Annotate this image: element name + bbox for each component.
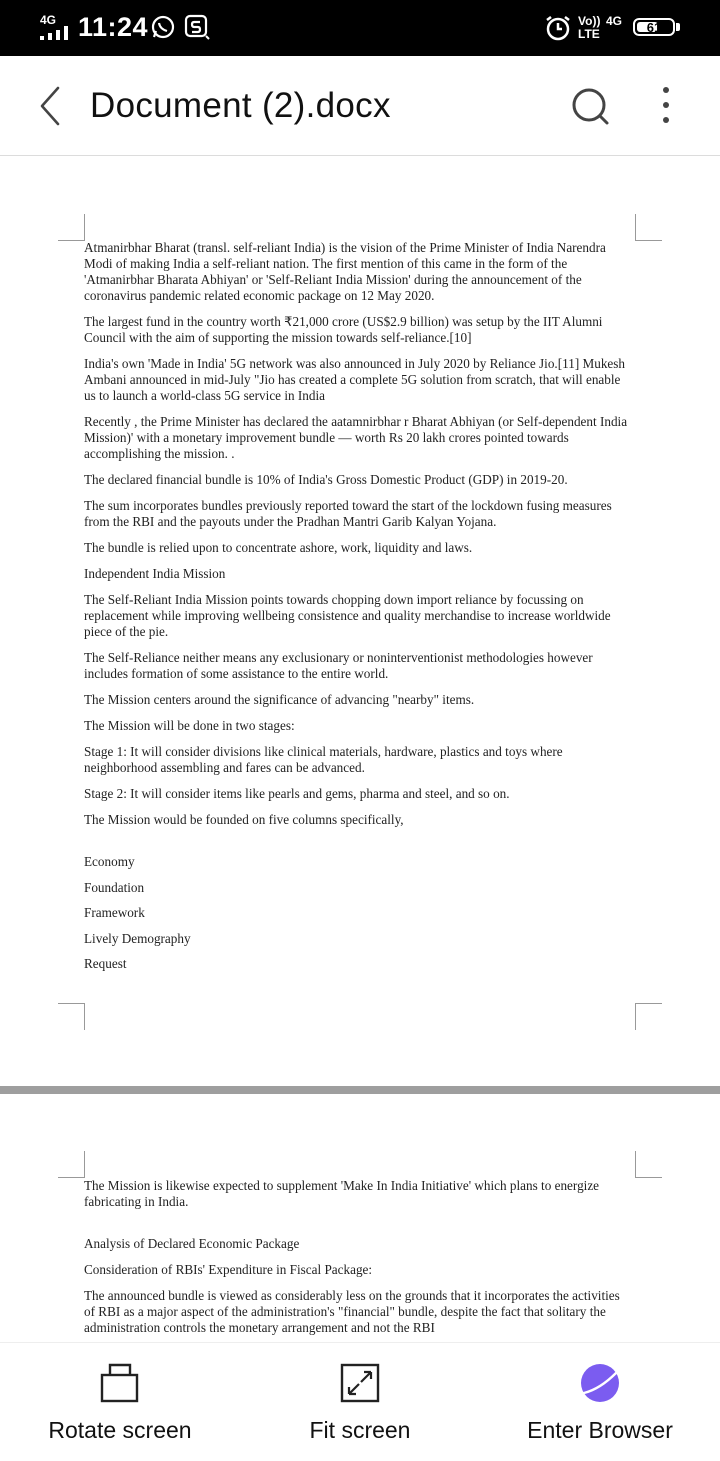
search-icon[interactable] (568, 84, 612, 128)
paragraph: Analysis of Declared Economic Package (84, 1236, 300, 1251)
rotate-screen-icon (100, 1363, 140, 1403)
list-item: Framework (84, 905, 145, 920)
page-separator (0, 1086, 720, 1094)
page-1-content (84, 240, 634, 982)
rotate-screen-button[interactable] (0, 1343, 240, 1461)
fit-screen-icon (340, 1363, 380, 1403)
page-corner-mark (635, 214, 662, 241)
rotate-screen-label: Rotate screen (48, 1417, 192, 1443)
network-type-right: 4G (606, 14, 623, 28)
app-bar (0, 56, 720, 156)
paragraph: The Mission is likewise expected to supplement 'Make In India Initiative' which plans to energize fabricating in India. (84, 1178, 600, 1209)
paragraph: Independent India Mission (84, 566, 226, 581)
signal-icon (40, 26, 70, 40)
network-type: 4G (40, 13, 57, 27)
bottom-toolbar (0, 1342, 720, 1461)
page-2-content (84, 1178, 634, 1342)
more-options-icon[interactable] (650, 84, 682, 128)
alarm-icon (544, 14, 572, 42)
paragraph: The Mission will be done in two stages: (84, 718, 295, 733)
document-title: Document (2).docx (90, 86, 391, 125)
paragraph: Recently , the Prime Minister has declared the aatamnirbhar r Bharat Abhiyan (or Self-dependent India Mission)' with a monetary improvement bundle — worth Rs 20 lakh crores pointed towards accomplishing the mission. . (84, 414, 628, 461)
paragraph: The largest fund in the country worth ₹21,000 crore (US$2.9 billion) was setup by the IIT Alumni Council with the aim of supporting the mission towards self-reliance.[10] (84, 314, 603, 345)
whatsapp-icon (150, 14, 176, 40)
blank-line (84, 838, 634, 854)
blank-line (84, 1220, 634, 1236)
paragraph: The sum incorporates bundles previously reported toward the start of the lockdown fusing measures from the RBI and the payouts under the Pradhan Mantri Garib Kalyan Yojana. (84, 498, 612, 529)
sharechat-icon (184, 14, 210, 40)
battery-icon (633, 18, 675, 36)
paragraph: The Mission centers around the significance of advancing "nearby" items. (84, 692, 475, 707)
fit-screen-label: Fit screen (309, 1417, 411, 1443)
paragraph: The Mission would be founded on five columns specifically, (84, 812, 404, 827)
paragraph: The Self-Reliance neither means any exclusionary or noninterventionist methodologies however includes formation of some assistance to the entire world. (84, 650, 593, 681)
paragraph: The Self-Reliant India Mission points towards chopping down import reliance by focussing on replacement while improving wellbeing consistence and quality merchandise to increase worldwide piece of the pie. (84, 592, 611, 639)
list-item: Lively Demography (84, 930, 191, 946)
page-corner-mark (58, 1003, 85, 1030)
list-item: Economy (84, 854, 135, 869)
clock: 11:24 (78, 12, 149, 42)
browser-planet-icon (580, 1363, 620, 1403)
document-viewport[interactable] (0, 156, 720, 1342)
paragraph: The bundle is relied upon to concentrate ashore, work, liquidity and laws. (84, 540, 473, 555)
volte-indicator: Vo)) LTE (578, 14, 601, 41)
list-item: Request (84, 956, 127, 971)
fit-screen-button[interactable] (240, 1343, 480, 1461)
battery-level: 61 (646, 20, 662, 35)
list-item: Foundation (84, 879, 145, 895)
status-bar (0, 0, 720, 56)
enter-browser-label: Enter Browser (527, 1417, 673, 1443)
page-corner-mark (58, 1151, 85, 1178)
battery-tip (676, 23, 680, 31)
page-corner-mark (58, 214, 85, 241)
page-corner-mark (635, 1151, 662, 1178)
paragraph: Consideration of RBIs' Expenditure in Fiscal Package: (84, 1262, 373, 1277)
enter-browser-button[interactable] (480, 1343, 720, 1461)
back-arrow-icon[interactable] (30, 84, 70, 128)
paragraph: India's own 'Made in India' 5G network was also announced in July 2020 by Reliance Jio.[11] Mukesh Ambani announced in mid-July "Jio has created a complete 5G solution from scratch, that will enable us to launch a world-class 5G service in India (84, 356, 625, 403)
paragraph: The announced bundle is viewed as considerably less on the grounds that it incorporates the activities of RBI as a major aspect of the administration's "financial" bundle, despite the fact that solitary the administration controls the monetary arrangement and not the RBI (84, 1288, 620, 1335)
paragraph: Stage 2: It will consider items like pearls and gems, pharma and steel, and so on. (84, 786, 510, 801)
paragraph: The declared financial bundle is 10% of India's Gross Domestic Product (GDP) in 2019-20. (84, 472, 568, 487)
paragraph: Atmanirbhar Bharat (transl. self-reliant India) is the vision of the Prime Minister of India Narendra Modi of making India a self-reliant nation. The first mention of this came in the form of the 'Atmanirbhar Bharata Abhiyan' or 'Self-Reliant India Mission' during the announcement of the coronavirus pandemic related economic package on 12 May 2020. (84, 240, 606, 303)
paragraph: Stage 1: It will consider divisions like clinical materials, hardware, plastics and toys where neighborhood assembling and fares can be advanced. (84, 744, 563, 775)
page-corner-mark (635, 1003, 662, 1030)
